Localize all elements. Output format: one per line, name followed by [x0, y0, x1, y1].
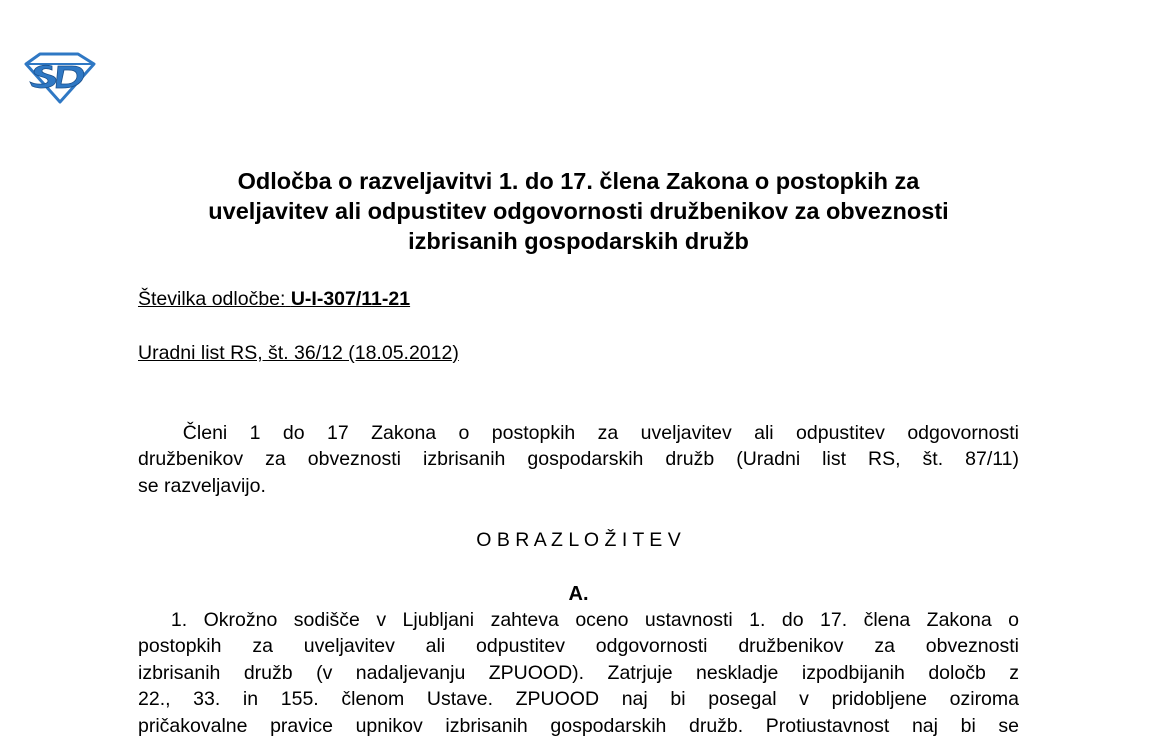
section-a-line: 22., 33. in 155. členom Ustave. ZPUOOD naj bi posegal v pridobljene oziroma: [138, 688, 1019, 711]
ruling-line: družbenikov za obveznosti izbrisanih gospodarskih družb (Uradni list RS, št. 87/11): [138, 448, 1019, 471]
section-a-line: 1. Okrožno sodišče v Ljubljani zahteva oceno ustavnosti 1. do 17. člena Zakona o: [138, 609, 1019, 631]
decision-number-value: U-I-307/11-21: [290, 288, 411, 310]
decision-number: [138, 287, 410, 311]
reasoning-heading: O B R A Z L O Ž I T E V: [476, 529, 681, 551]
ruling-paragraph: [138, 420, 1019, 499]
section-a-paragraph: [138, 607, 1019, 739]
title-line: uveljavitev ali odpustitev odgovornosti družbenikov za obveznosti: [208, 198, 949, 224]
ruling-line: Členi 1 do 17 Zakona o postopkih za uveljavitev ali odpustitev odgovornosti: [138, 422, 1019, 444]
section-a-heading: A.: [568, 583, 589, 605]
title-line: Odločba o razveljavitvi 1. do 17. člena Zakona o postopkih za: [237, 168, 920, 194]
document-title: [130, 166, 1027, 256]
official-gazette-reference: Uradni list RS, št. 36/12 (18.05.2012): [138, 342, 459, 364]
section-a-line: pričakovalne pravice upnikov izbrisanih gospodarskih družb. Protiustavnost naj bi se: [138, 714, 1019, 737]
title-line: izbrisanih gospodarskih družb: [408, 228, 749, 254]
section-a-line: postopkih za uveljavitev ali odpustitev odgovornosti družbenikov za obveznosti: [138, 635, 1019, 658]
section-a-line: izbrisanih družb (v nadaljevanju ZPUOOD). Zatrjuje neskladje izpodbijanih določb z: [138, 661, 1019, 684]
sd-shield-logo: [22, 50, 96, 104]
ruling-line: se razveljavijo.: [138, 474, 266, 497]
decision-number-label: Številka odločbe:: [138, 288, 286, 310]
